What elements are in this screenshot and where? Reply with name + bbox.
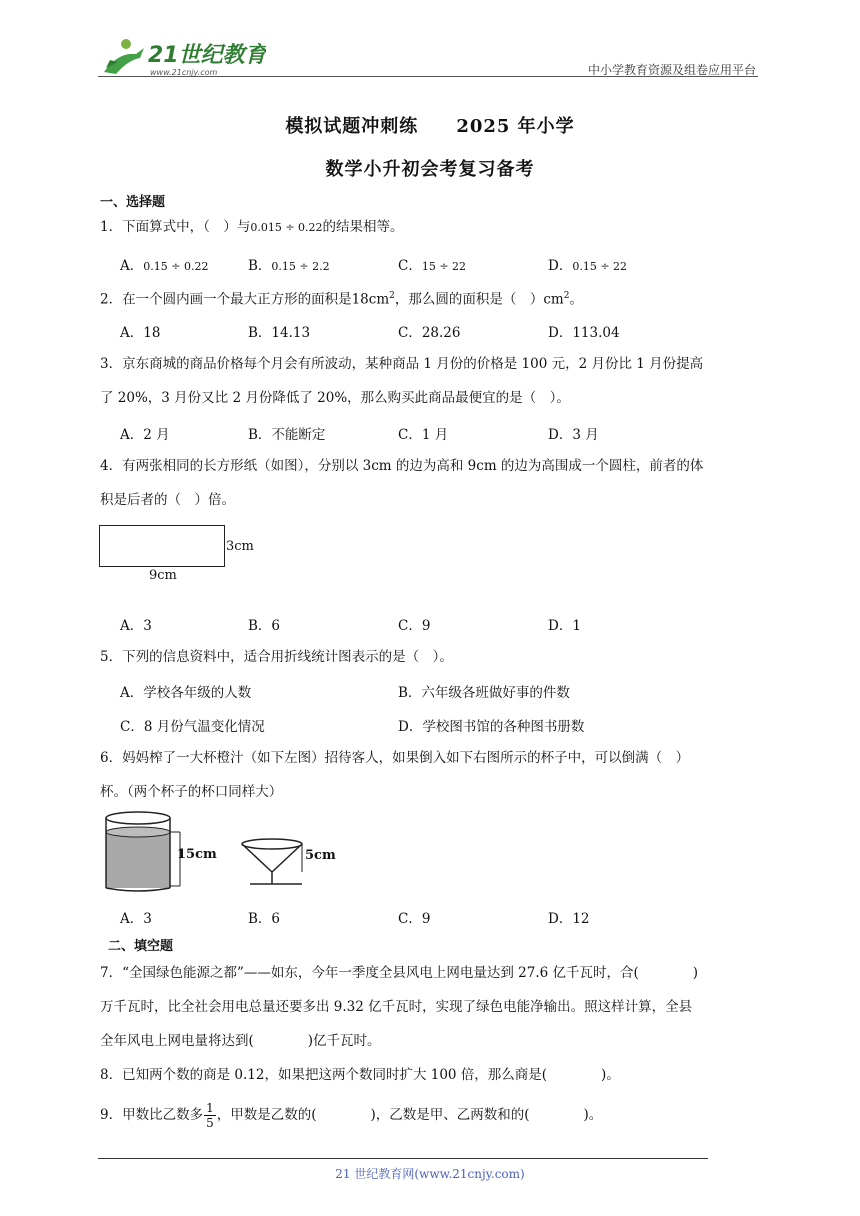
- q6-option-d: D．12: [548, 911, 590, 927]
- q1-option-b: B．0.15 ÷ 2.2: [248, 258, 330, 274]
- title-part-b: 2025 年小学: [456, 116, 575, 137]
- question-1: 1．下面算式中，（ ）与0.015 ÷ 0.22的结果相等。: [100, 219, 404, 235]
- logo-text: 21世纪教育: [148, 43, 266, 68]
- q2-option-d: D．113.04: [548, 325, 620, 341]
- header-divider: [98, 76, 758, 77]
- q1-expr: 0.015 ÷ 0.22: [250, 221, 323, 234]
- platform-name: 中小学教育资源及组卷应用平台: [587, 63, 756, 77]
- footer-divider: [98, 1158, 708, 1159]
- q2-option-b: B．14.13: [248, 325, 311, 341]
- logo-url: www.21cnjy.com: [150, 68, 218, 77]
- page-title-line1: [0, 112, 860, 138]
- question-3-line2: 了 20%，3 月份又比 2 月份降低了 20%，那么购买此商品最便宜的是（ ）。: [100, 390, 570, 406]
- q3-option-b: B．不能断定: [248, 427, 326, 443]
- question-6-line2: 杯。（两个杯子的杯口同样大）: [100, 784, 283, 800]
- question-7-line2: 万千瓦时，比全社会用电总量还要多出 9.32 亿千瓦时，实现了绿色电能净输出。照这样计算，全县: [100, 999, 693, 1015]
- section-choice: 一、选择题: [100, 195, 166, 210]
- q5-option-c: C．8 月份气温变化情况: [120, 719, 265, 735]
- question-7-line3: 全年风电上网电量将达到( )亿千瓦时。: [100, 1033, 381, 1049]
- q2-option-c: C．28.26: [398, 325, 461, 341]
- q6-option-b: B．6: [248, 911, 281, 927]
- rect-height-label: 3cm: [226, 539, 254, 554]
- q5-option-d: D．学校图书馆的各种图书册数: [398, 719, 585, 735]
- question-4-line2: 积是后者的（ ）倍。: [100, 492, 235, 508]
- cone-height-label: 5cm: [305, 848, 336, 863]
- q4-option-b: B．6: [248, 618, 281, 634]
- question-6-line1: 6．妈妈榨了一大杯橙汁（如下左图）招待客人，如果倒入如下右图所示的杯子中，可以倒满（ ）: [100, 750, 690, 766]
- q5-option-a: A．学校各年级的人数: [120, 685, 252, 701]
- q6-option-c: C．9: [398, 911, 431, 927]
- q1-option-d: D．0.15 ÷ 22: [548, 258, 628, 274]
- rect-width-label: 9cm: [149, 568, 177, 583]
- q5-option-b: B．六年级各班做好事的件数: [398, 685, 570, 701]
- page-title-line2: 数学小升初会考复习备考: [325, 159, 535, 180]
- cylinder-height-label: 15cm: [177, 847, 217, 862]
- question-8: 8．已知两个数的商是 0.12，如果把这两个数同时扩大 100 倍，那么商是( )。: [100, 1067, 620, 1083]
- q3-option-d: D．3 月: [548, 427, 599, 443]
- question-7-line1: 7．“全国绿色能源之都”——如东，今年一季度全县风电上网电量达到 27.6 亿千瓦时，合( ): [100, 965, 699, 981]
- question-3-line1: 3．京东商城的商品价格每个月会有所波动，某种商品 1 月份的价格是 100 元，2 月份比 1 月份提高: [100, 356, 704, 372]
- question-9: 9．甲数比乙数多 $\frac{1}{5}$ ，甲数是乙数的( )，乙数是甲、乙两数和的( )。: [100, 1101, 603, 1130]
- q4-option-a: A．3: [120, 618, 152, 634]
- q6-option-a: A．3: [120, 911, 152, 927]
- site-logo: [96, 34, 266, 78]
- q1-option-c: C．15 ÷ 22: [398, 258, 467, 274]
- q4-option-d: D．1: [548, 618, 581, 634]
- footer-link[interactable]: 21 世纪教育网(www.21cnjy.com): [335, 1167, 525, 1181]
- question-2: 2．在一个圆内画一个最大正方形的面积是$18cm^2$，那么圆的面积是（ ）$cm^2$。: [100, 291, 583, 308]
- question-5: 5．下列的信息资料中，适合用折线统计图表示的是（ ）。: [100, 649, 453, 665]
- q2-option-a: A．18: [120, 325, 161, 341]
- q1-option-a: A．0.15 ÷ 0.22: [120, 258, 209, 274]
- question-4-line1: 4．有两张相同的长方形纸（如图），分别以 3cm 的边为高和 9cm 的边为高围成一个圆柱，前者的体: [100, 458, 704, 474]
- q3-option-c: C．1 月: [398, 427, 449, 443]
- title-part-a: 模拟试题冲刺练: [285, 116, 419, 137]
- fraction-one-fifth: $\frac{1}{5}$: [206, 1101, 214, 1130]
- q3-option-a: A．2 月: [120, 427, 170, 443]
- q4-option-c: C．9: [398, 618, 431, 634]
- section-fill: 二、填空题: [108, 939, 174, 954]
- rectangle-figure: [99, 525, 225, 567]
